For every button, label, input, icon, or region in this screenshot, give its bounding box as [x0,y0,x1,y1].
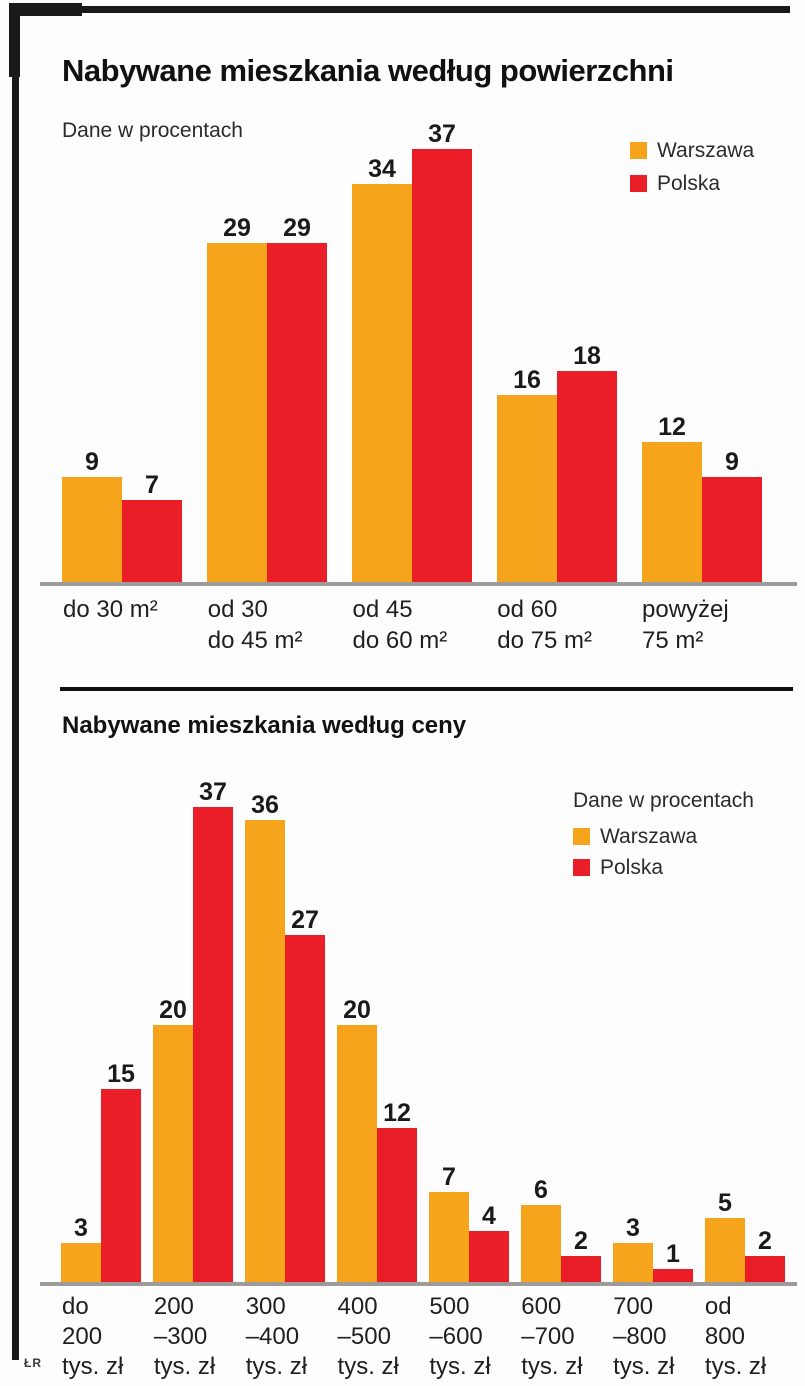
section-divider [60,687,793,691]
bar-value-label: 37 [428,120,456,148]
chart2-baseline [40,1282,797,1286]
bar-polska [285,935,325,1282]
bar-column [193,779,233,1282]
category-label: od 60 do 75 m² [497,596,592,654]
bar-value-label: 12 [383,1099,411,1127]
bar-value-label: 4 [482,1202,496,1230]
bar-column [469,1203,509,1282]
legend-label: Polska [600,855,664,879]
bar-polska [653,1269,693,1282]
chart1-plot-area [62,120,762,582]
bar-warszawa [62,477,122,582]
bar-value-label: 37 [199,778,227,806]
bar-polska [267,243,327,582]
bar-warszawa [337,1025,377,1282]
bar-polska [557,371,617,582]
bar-column [377,1100,417,1282]
bar-column [642,414,702,582]
bar-group [613,1215,693,1282]
bar-value-label: 15 [107,1060,135,1088]
legend-label: Polska [657,171,721,195]
category-label: do 30 m² [63,596,158,623]
bar-value-label: 12 [658,413,686,441]
category-label: od 800 tys. zł [704,1293,767,1380]
bar-value-label: 7 [442,1163,456,1191]
bar-value-label: 36 [251,791,279,819]
category-label: 700 –800 tys. zł [613,1293,675,1380]
category-label: do 200 tys. zł [62,1293,124,1380]
bar-column [267,215,327,582]
bar-group [521,1177,601,1282]
chart1-subtitle: Dane w procentach [62,119,243,142]
bar-warszawa [497,395,557,582]
bar-polska [702,477,762,582]
chart2-title: Nabywane mieszkania według ceny [62,712,467,739]
bar-column [337,997,377,1282]
bar-group [429,1164,509,1282]
bar-group [497,343,617,582]
bar-value-label: 9 [85,448,99,476]
bar-column [613,1215,653,1282]
bar-polska [561,1256,601,1282]
bar-value-label: 9 [725,448,739,476]
bar-warszawa [642,442,702,582]
bar-warszawa [153,1025,193,1282]
bar-column [285,907,325,1282]
bar-column [122,472,182,582]
bar-value-label: 20 [343,996,371,1024]
legend-label: Warszawa [600,824,698,848]
bar-column [207,215,267,582]
bar-warszawa [705,1218,745,1282]
category-label: 600 –700 tys. zł [521,1293,583,1380]
bar-warszawa [429,1192,469,1282]
bar-group [153,779,233,1282]
chart2-subtitle: Dane w procentach [573,789,754,812]
bar-value-label: 2 [574,1227,588,1255]
bar-polska [745,1256,785,1282]
bar-warszawa [245,820,285,1282]
bar-column [62,449,122,582]
bar-group [337,997,417,1282]
bar-group [352,121,472,582]
bar-value-label: 5 [718,1189,732,1217]
chart1-category-labels [62,594,762,656]
category-label: 500 –600 tys. zł [429,1293,491,1380]
chart1-baseline [40,582,797,586]
category-label: powyżej 75 m² [642,596,729,654]
bar-value-label: 29 [223,214,251,242]
bar-column [101,1061,141,1282]
chart1-title: Nabywane mieszkania według powierzchni [62,53,674,88]
frame-left-thick-bar [9,3,20,77]
bar-polska [193,807,233,1282]
category-label: od 30 do 45 m² [207,596,303,654]
chart2-plot-area [61,778,785,1282]
bar-polska [377,1128,417,1282]
bar-value-label: 18 [573,342,601,370]
bar-column [745,1228,785,1282]
bar-column [412,121,472,582]
bar-value-label: 29 [283,214,311,242]
bar-column [521,1177,561,1282]
bar-column [561,1228,601,1282]
bar-value-label: 2 [758,1227,772,1255]
bar-value-label: 27 [291,906,319,934]
bar-value-label: 34 [368,155,396,183]
bar-column [352,156,412,582]
bar-value-label: 7 [145,471,159,499]
bar-column [705,1190,745,1282]
category-label: od 45 do 60 m² [352,596,448,654]
bar-value-label: 6 [534,1176,548,1204]
bar-group [642,414,762,582]
frame-left-rule [12,77,19,1360]
bar-value-label: 1 [666,1240,680,1268]
bar-column [557,343,617,582]
bar-warszawa [521,1205,561,1282]
bar-polska [412,149,472,582]
bar-value-label: 16 [513,366,541,394]
category-label: 300 –400 tys. zł [245,1293,308,1380]
bar-group [61,1061,141,1282]
bar-polska [469,1231,509,1282]
bar-column [61,1215,101,1282]
bar-warszawa [61,1243,101,1282]
bar-warszawa [613,1243,653,1282]
bar-warszawa [207,243,267,582]
bar-group [207,215,327,582]
category-label: 400 –500 tys. zł [337,1293,399,1380]
bar-value-label: 20 [159,996,187,1024]
bar-polska [122,500,182,582]
legend-label: Warszawa [657,138,755,162]
author-credit: ŁR [24,1356,42,1370]
bar-column [245,792,285,1282]
bar-group [705,1190,785,1282]
bar-column [153,997,193,1282]
bar-value-label: 3 [74,1214,88,1242]
chart2-category-labels [61,1292,785,1382]
category-label: 200 –300 tys. zł [153,1293,216,1380]
bar-column [702,449,762,582]
bar-value-label: 3 [626,1214,640,1242]
bar-column [653,1241,693,1282]
bar-group [245,792,325,1282]
bar-column [429,1164,469,1282]
frame-top-rule [82,6,790,13]
bar-warszawa [352,184,412,582]
bar-polska [101,1089,141,1282]
bar-column [497,367,557,582]
bar-group [62,449,182,582]
